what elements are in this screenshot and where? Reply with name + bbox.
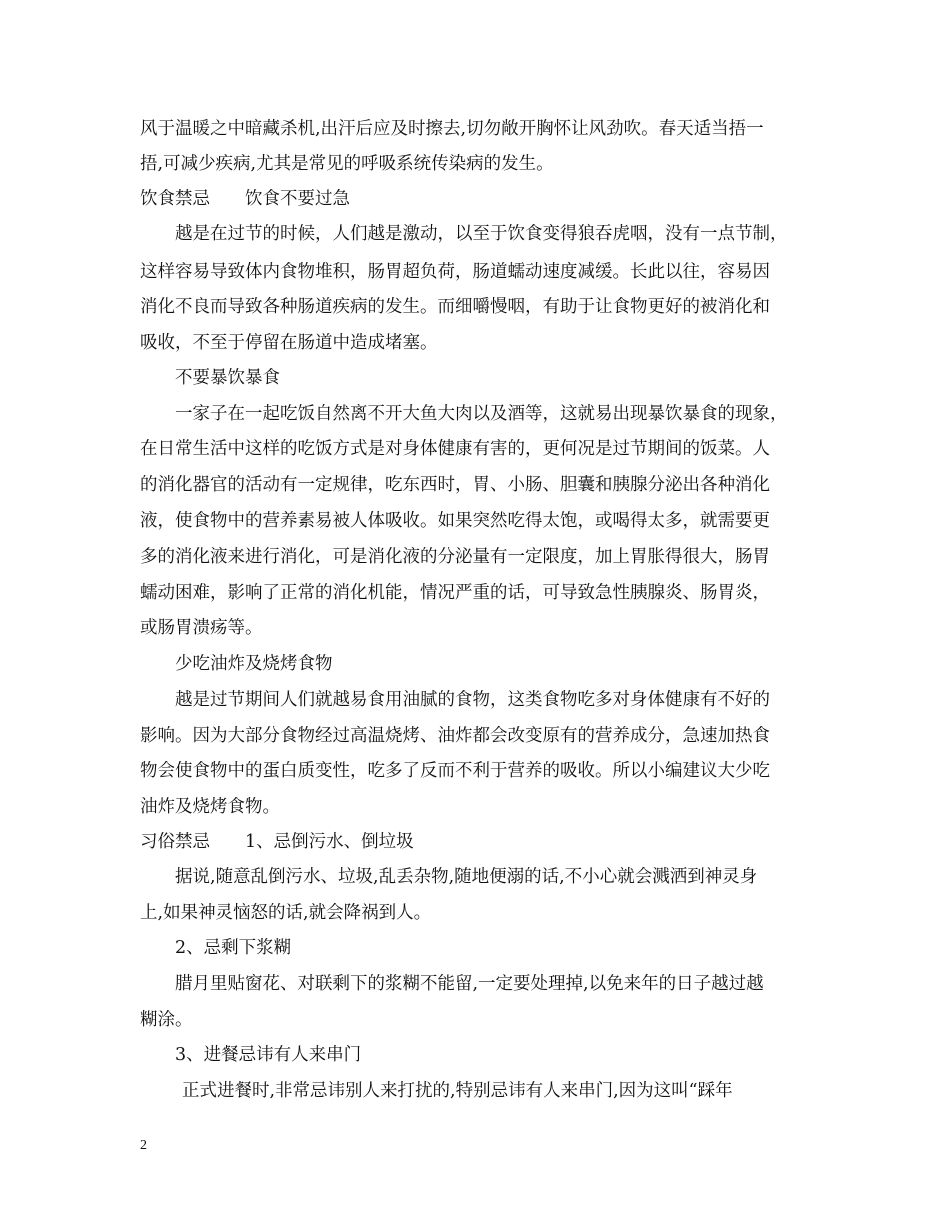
text-line: 物会使食物中的蛋白质变性，吃多了反而不利于营养的吸收。所以小编建议大少吃 <box>140 761 770 781</box>
section-heading: 饮食禁忌 饮食不要过急 <box>140 189 350 209</box>
text-line: 在日常生活中这样的吃饭方式是对身体健康有害的，更何况是过节期间的饭菜。人 <box>140 439 770 459</box>
text-line: 影响。因为大部分食物经过高温烧烤、油炸都会改变原有的营养成分，急速加热食 <box>140 726 770 746</box>
text-line: 或肠胃溃疡等。 <box>140 618 263 638</box>
subheading: 少吃油炸及烧烤食物 <box>175 654 333 674</box>
text-line: 消化不良而导致各种肠道疾病的发生。而细嚼慢咽，有助于让食物更好的被消化和 <box>140 297 770 317</box>
text-line: 油炸及烧烤食物。 <box>140 797 280 817</box>
text-line: 液，使食物中的营养素易被人体吸收。如果突然吃得太饱，或喝得太多，就需要更 <box>140 511 770 531</box>
text-line: 越是过节期间人们就越易食用油腻的食物，这类食物吃多对身体健康有不好的 <box>175 690 770 710</box>
text-line: 腊月里贴窗花、对联剩下的浆糊不能留,一定要处理掉,以免来年的日子越过越 <box>175 974 764 994</box>
text-line: 一家子在一起吃饭自然离不开大鱼大肉以及酒等，这就易出现暴饮暴食的现象， <box>175 404 788 424</box>
text-line: 正式进餐时,非常忌讳别人来打扰的,特别忌讳有人来串门,因为这叫“踩年 <box>182 1081 733 1101</box>
text-line: 捂,可减少疾病,尤其是常见的呼吸系统传染病的发生。 <box>140 154 554 174</box>
section-heading: 习俗禁忌 1、忌倒污水、倒垃圾 <box>140 832 414 852</box>
page-number: 2 <box>140 1138 147 1153</box>
text-line: 风于温暖之中暗藏杀机,出汗后应及时擦去,切勿敞开胸怀让风劲吹。春天适当捂一 <box>140 119 764 139</box>
text-line: 蠕动困难，影响了正常的消化机能，情况严重的话，可导致急性胰腺炎、肠胃炎， <box>140 583 770 603</box>
subheading: 不要暴饮暴食 <box>175 368 280 388</box>
text-line: 吸收，不至于停留在肠道中造成堵塞。 <box>140 333 438 353</box>
text-line: 上,如果神灵恼怒的话,就会降祸到人。 <box>140 903 432 923</box>
text-line: 多的消化液来进行消化，可是消化液的分泌量有一定限度，加上胃胀得很大，肠胃 <box>140 547 770 567</box>
text-line: 据说,随意乱倒污水、垃圾,乱丢杂物,随地便溺的话,不小心就会溅洒到神灵身 <box>175 867 758 887</box>
text-line: 越是在过节的时候，人们越是激动，以至于饮食变得狼吞虎咽，没有一点节制， <box>175 224 788 244</box>
text-line: 的消化器官的活动有一定规律，吃东西时，胃、小肠、胆囊和胰腺分泌出各种消化 <box>140 475 770 495</box>
subheading: 3、进餐忌讳有人来串门 <box>175 1045 362 1065</box>
text-line: 这样容易导致体内食物堆积，肠胃超负荷，肠道蠕动速度减缓。长此以往，容易因 <box>140 262 770 282</box>
text-line: 糊涂。 <box>140 1010 193 1030</box>
subheading: 2、忌剩下浆糊 <box>175 938 292 958</box>
